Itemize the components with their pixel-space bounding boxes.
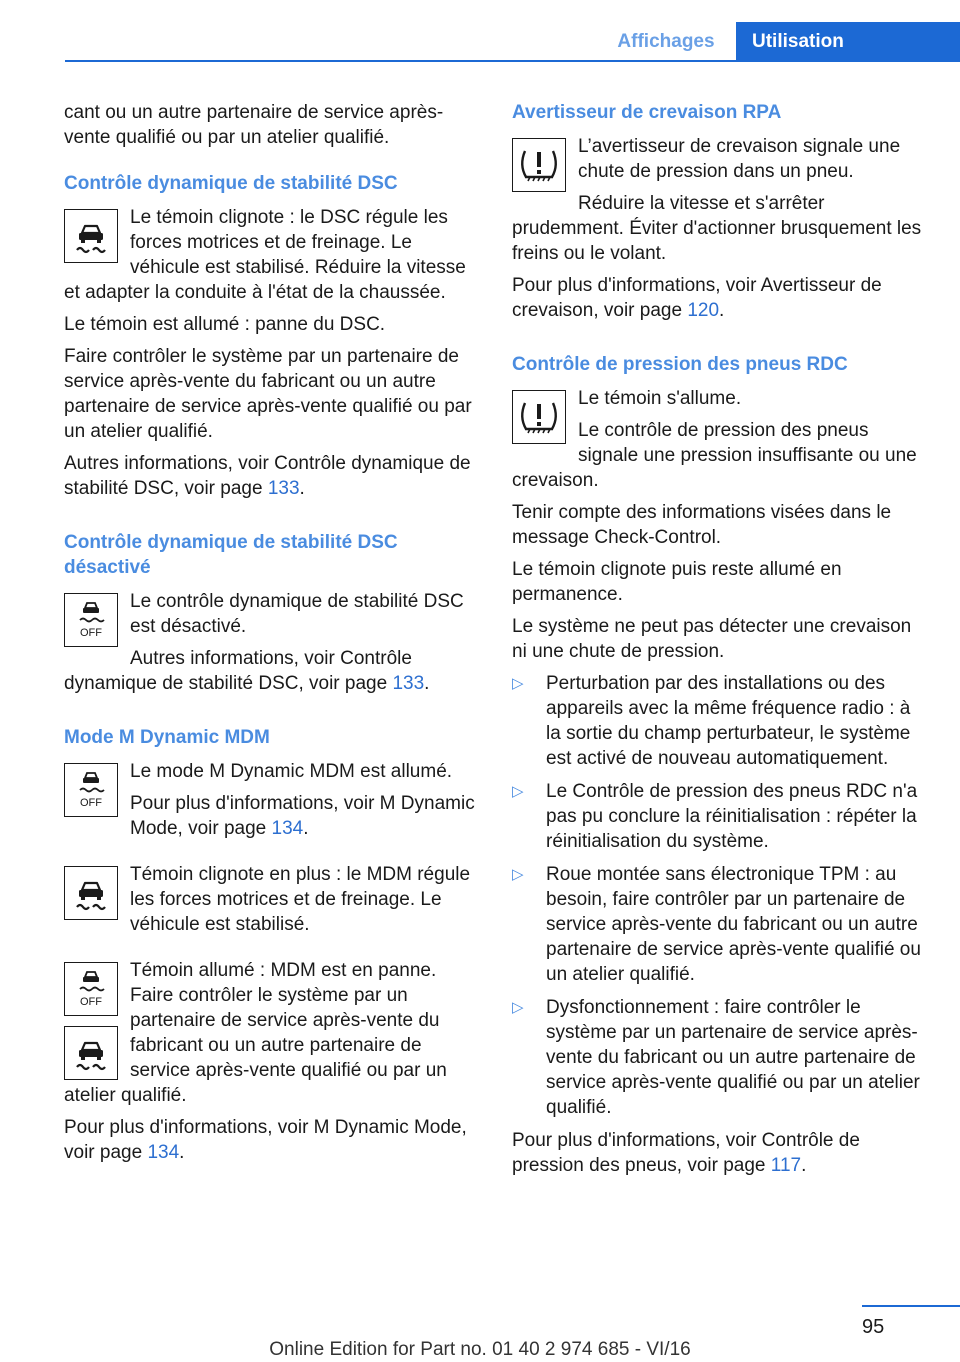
dsc-text-4: Autres informations, voir Contrôle dynamique de stabilité DSC, voir page 133. xyxy=(64,453,471,499)
header-tab-displays[interactable]: Affichages xyxy=(617,31,715,52)
dsc-text-2: Le témoin est allumé : panne du DSC. xyxy=(64,314,386,335)
mdm-off-icon-2 xyxy=(64,962,118,1016)
rdc-bullet-list xyxy=(512,671,926,1120)
mdm-heading: Mode M Dynamic MDM xyxy=(64,727,270,748)
mdm-text-1: Le mode M Dynamic MDM est allumé. xyxy=(130,761,453,782)
page-link-133[interactable]: 133 xyxy=(267,478,300,499)
list-item: ▷ Perturbation par des installations ou des appareils avec la même fréquence radio : à la sortie du champ perturbateur, le système est activé de nouveau automatiquement. xyxy=(512,673,911,769)
page-link-134[interactable]: 134 xyxy=(271,818,304,839)
tire-pressure-warning-icon-2 xyxy=(512,390,566,444)
mdm-text-2: Pour plus d'informations, voir M Dynamic Mode, voir page 134. xyxy=(130,793,475,839)
header-tab-operation[interactable]: Utilisation xyxy=(736,22,960,62)
rpa-text-3: Pour plus d'informations, voir Avertisseur de crevaison, voir page 120. xyxy=(512,275,882,321)
mdm-text-3: Témoin clignote en plus : le MDM régule les forces motrices et de freinage. Le véhicule est stabilisé. xyxy=(130,864,471,935)
rdc-heading: Contrôle de pression des pneus RDC xyxy=(512,354,848,375)
dsc-off-text-1: Le contrôle dynamique de stabilité DSC est désactivé. xyxy=(130,591,464,637)
mdm-off-icon xyxy=(64,763,118,817)
page-link-120[interactable]: 120 xyxy=(687,300,720,321)
rdc-text-4: Le témoin clignote puis reste allumé en permanence. xyxy=(512,559,842,605)
page-link-117[interactable]: 117 xyxy=(770,1155,802,1176)
svg-text:OFF: OFF xyxy=(80,627,102,639)
mdm-flashing-block xyxy=(64,862,478,944)
dsc-heading: Contrôle dynamique de stabilité DSC xyxy=(64,173,398,194)
footer-rule xyxy=(862,1305,960,1307)
right-column xyxy=(512,100,926,1185)
mdm-indicator-block xyxy=(64,759,478,848)
dsc-indicator-block xyxy=(64,205,478,312)
list-item: ▷ Roue montée sans électronique TPM : au besoin, faire contrôler par un partenaire de service après-vente du fabricant ou un autre partenaire de service après-vente qualifié ou un atelier qualifié. xyxy=(512,864,921,985)
rpa-heading: Avertisseur de crevaison RPA xyxy=(512,102,782,123)
dsc-warning-icon-2 xyxy=(64,866,118,920)
list-item: ▷ Le Contrôle de pression des pneus RDC n'a pas pu conclure la réinitialisation : répéter la réinitialisation du système. xyxy=(512,781,918,852)
rpa-indicator-block xyxy=(512,134,926,273)
dsc-text-3: Faire contrôler le système par un partenaire de service après-vente du fabricant ou un autre partenaire de service après-vente qualifié ou par un atelier qualifié. xyxy=(64,346,472,442)
triangle-bullet-icon: ▷ xyxy=(512,783,524,800)
mdm-text-4: Témoin allumé : MDM est en panne. Faire contrôler le système par un partenaire de service après-vente du fabricant ou un autre partenaire de service après-vente qualifié ou par un atelier qualifié. xyxy=(64,960,447,1106)
svg-text:OFF: OFF xyxy=(80,996,102,1008)
dsc-warning-icon-3 xyxy=(64,1026,118,1080)
intro-text: cant ou un autre partenaire de service après-vente qualifié ou par un atelier qualifié. xyxy=(64,102,444,148)
dsc-warning-icon xyxy=(64,209,118,263)
header-rule xyxy=(65,60,960,62)
rpa-text-1: L’avertisseur de crevaison signale une chute de pression dans un pneu. xyxy=(578,136,901,182)
mdm-text-5: Pour plus d'informations, voir M Dynamic Mode, voir page 134. xyxy=(64,1117,467,1163)
dsc-off-text-2: Autres informations, voir Contrôle dynamique de stabilité DSC, voir page 133. xyxy=(64,648,430,694)
rpa-text-2: Réduire la vitesse et s'arrêter prudemment. Éviter d'actionner brusquement les freins ou le volant. xyxy=(512,193,922,264)
page-link-133-b[interactable]: 133 xyxy=(392,673,425,694)
triangle-bullet-icon: ▷ xyxy=(512,675,524,692)
svg-text:OFF: OFF xyxy=(80,797,102,809)
rdc-text-6: Pour plus d'informations, voir Contrôle de pression des pneus, voir page 117. xyxy=(512,1130,860,1176)
dsc-off-indicator-block xyxy=(64,589,478,703)
rdc-text-2: Le contrôle de pression des pneus signale une pression insuffisante ou une crevaison. xyxy=(512,420,917,491)
rdc-text-1: Le témoin s'allume. xyxy=(578,388,742,409)
rdc-text-3: Tenir compte des informations visées dans le message Check-Control. xyxy=(512,502,892,548)
left-column xyxy=(64,100,478,1172)
rdc-indicator-block xyxy=(512,386,926,500)
dsc-off-icon xyxy=(64,593,118,647)
page-link-134-b[interactable]: 134 xyxy=(147,1142,180,1163)
edition-footer: Online Edition for Part no. 01 40 2 974 685 - VI/16 xyxy=(269,1339,691,1360)
dsc-text-1: Le témoin clignote : le DSC régule les forces motrices et de freinage. Le véhicule est stabilisé. Réduire la vitesse et adapter la conduite à l'état de la chaussée. xyxy=(64,207,466,303)
triangle-bullet-icon: ▷ xyxy=(512,999,524,1016)
tire-pressure-warning-icon xyxy=(512,138,566,192)
mdm-fault-block xyxy=(64,958,478,1115)
dsc-off-heading: Contrôle dynamique de stabilité DSC désactivé xyxy=(64,532,398,578)
page-number: 95 xyxy=(862,1316,885,1338)
rdc-text-5: Le système ne peut pas détecter une crevaison ni une chute de pression. xyxy=(512,616,912,662)
triangle-bullet-icon: ▷ xyxy=(512,866,524,883)
list-item: ▷ Dysfonctionnement : faire contrôler le système par un partenaire de service après-vente du fabricant ou un autre partenaire de service après-vente qualifié ou par un atelier qualifié. xyxy=(512,997,920,1118)
